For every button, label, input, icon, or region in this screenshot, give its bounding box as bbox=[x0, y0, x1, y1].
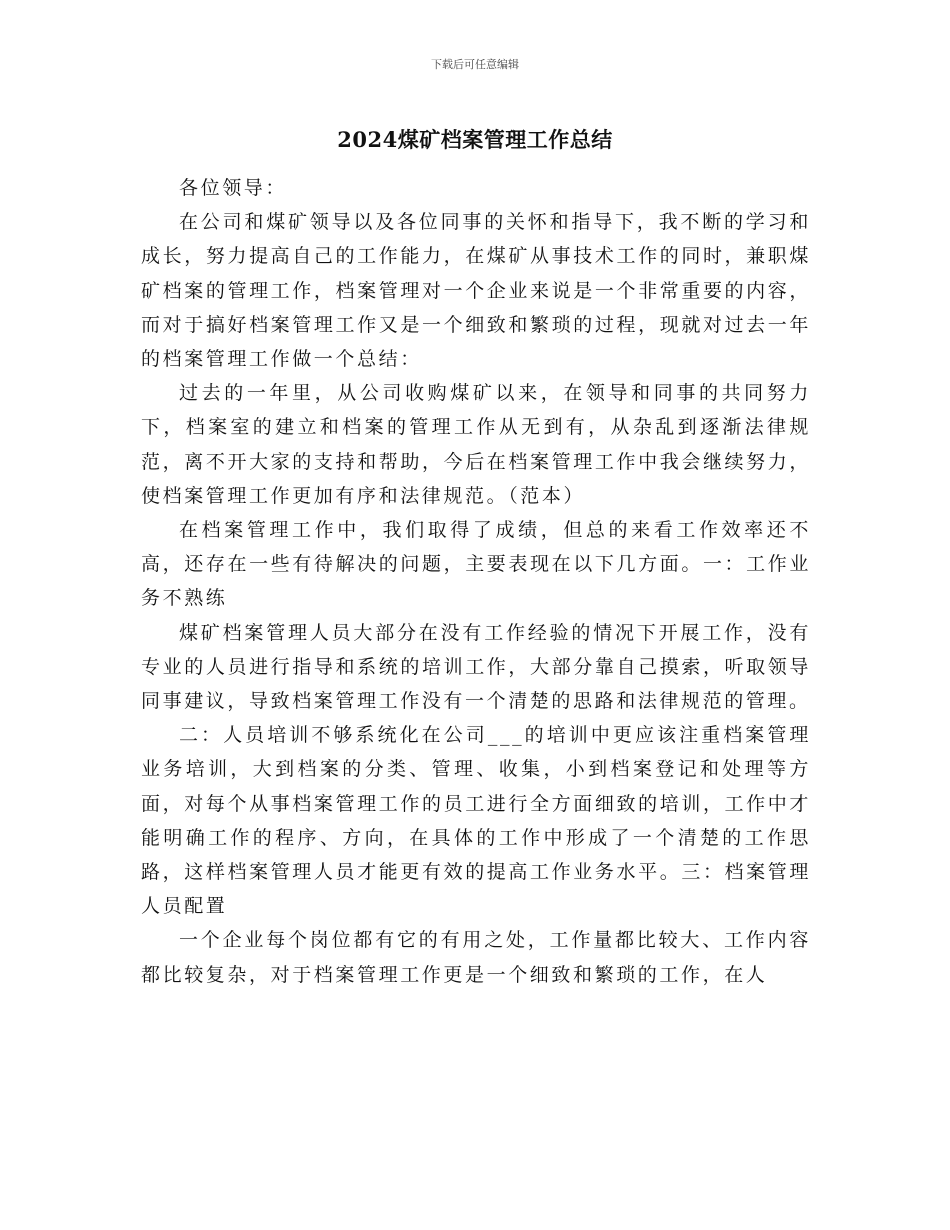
document-title: 2024煤矿档案管理工作总结 bbox=[337, 127, 613, 152]
body-paragraph: 在档案管理工作中，我们取得了成绩，但总的来看工作效率还不高，还存在一些有待解决的问题，主要表现在以下几方面。一：工作业务不熟练 bbox=[141, 519, 811, 610]
document-body bbox=[141, 171, 811, 992]
body-paragraph: 二：人员培训不够系统化在公司___的培训中更应该注重档案管理业务培训，大到档案的分类、管理、收集，小到档案登记和处理等方面，对每个从事档案管理工作的员工进行全方面细致的培训，工作中才能明确工作的程序、方向，在具体的工作中形成了一个清楚的工作思路，这样档案管理人员才能更有效的提高工作业务水平。三：档案管理人员配置 bbox=[141, 724, 811, 918]
body-paragraph: 在公司和煤矿领导以及各位同事的关怀和指导下，我不断的学习和成长，努力提高自己的工作能力，在煤矿从事技术工作的同时，兼职煤矿档案的管理工作，档案管理对一个企业来说是一个非常重要的内容，而对于搞好档案管理工作又是一个细致和繁琐的过程，现就对过去一年的档案管理工作做一个总结： bbox=[141, 211, 811, 371]
body-paragraph: 过去的一年里，从公司收购煤矿以来，在领导和同事的共同努力下，档案室的建立和档案的管理工作从无到有，从杂乱到逐渐法律规范，离不开大家的支持和帮助，今后在档案管理工作中我会继续努力，使档案管理工作更加有序和法律规范。（范本） bbox=[141, 382, 811, 507]
body-paragraph: 一个企业每个岗位都有它的有用之处，工作量都比较大、工作内容都比较复杂，对于档案管理工作更是一个细致和繁琐的工作，在人 bbox=[141, 929, 811, 986]
body-paragraph: 煤矿档案管理人员大部分在没有工作经验的情况下开展工作，没有专业的人员进行指导和系统的培训工作，大部分靠自己摸索，听取领导同事建议，导致档案管理工作没有一个清楚的思路和法律规范的管理。 bbox=[141, 621, 811, 713]
page-header-note: 下载后可任意编辑 bbox=[431, 58, 519, 71]
salutation-paragraph: 各位领导： bbox=[179, 177, 288, 199]
